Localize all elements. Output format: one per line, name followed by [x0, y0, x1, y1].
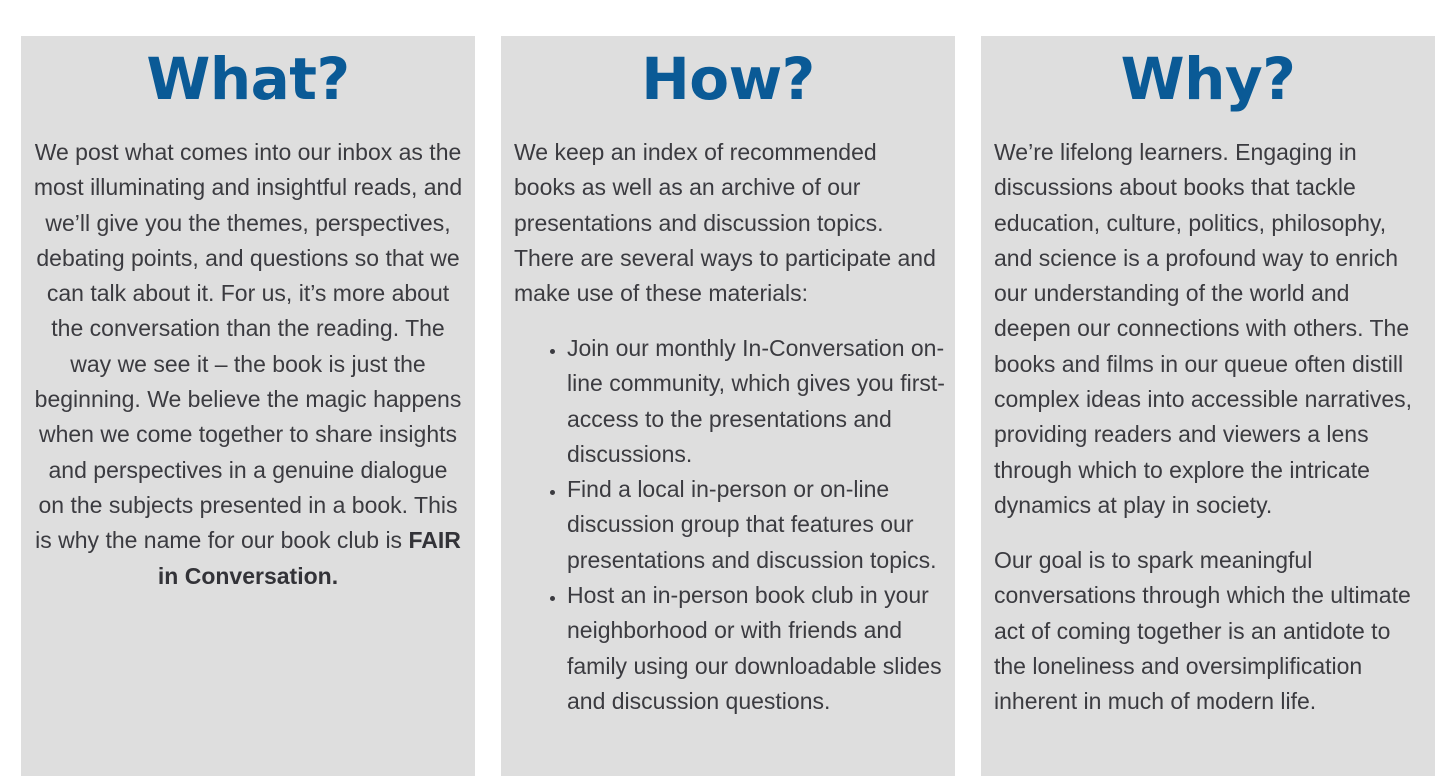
- how-card: [501, 36, 955, 776]
- what-heading: What?: [146, 45, 350, 113]
- book-club-name: FAIR in Conversation.: [157, 527, 461, 589]
- how-intro: We keep an index of recommended books as well as an archive of our presentations and discussion topics. There are several ways to participate and make use of these materials:: [514, 139, 936, 307]
- what-description: [33, 135, 463, 594]
- why-paragraph-2: Our goal is to spark meaningful conversations through which the ultimate act of coming together is an antidote to the loneliness and oversimplification inherent in much of modern life.: [994, 547, 1411, 715]
- list-item: • Join our monthly In-Conversation on-line community, which gives you first-access to the presentations and discussions.: [567, 331, 945, 472]
- why-card: [981, 36, 1435, 776]
- how-heading: How?: [641, 45, 815, 113]
- list-item: • Host an in-person book club in your neighborhood or with friends and family using our downloadable slides and discussion questions.: [567, 578, 945, 719]
- participation-list: [541, 331, 945, 719]
- why-paragraph-1: We’re lifelong learners. Engaging in discussions about books that tackle education, culture, politics, philosophy, and science is a profound way to enrich our understanding of the world and deepen our connections with others. The books and films in our queue often distill complex ideas into accessible narratives, providing readers and viewers a lens through which to explore the intricate dynamics at play in society.: [994, 139, 1413, 518]
- what-text: We post what comes into our inbox as the most illuminating and insightful reads, and we’ll give you the themes, perspectives, debating points, and questions so that we can talk about it. For us, it’s more about the conversation than the reading. The way we see it – the book is just the beginning. We believe the magic happens when we come together to share insights and perspectives in a genuine dialogue on the subjects presented in a book. This is why the name for our book club is: [33, 139, 463, 554]
- what-card: [21, 36, 475, 776]
- why-heading: Why?: [1120, 45, 1296, 113]
- list-item: • Find a local in-person or on-line discussion group that features our presentations and discussion topics.: [567, 472, 945, 578]
